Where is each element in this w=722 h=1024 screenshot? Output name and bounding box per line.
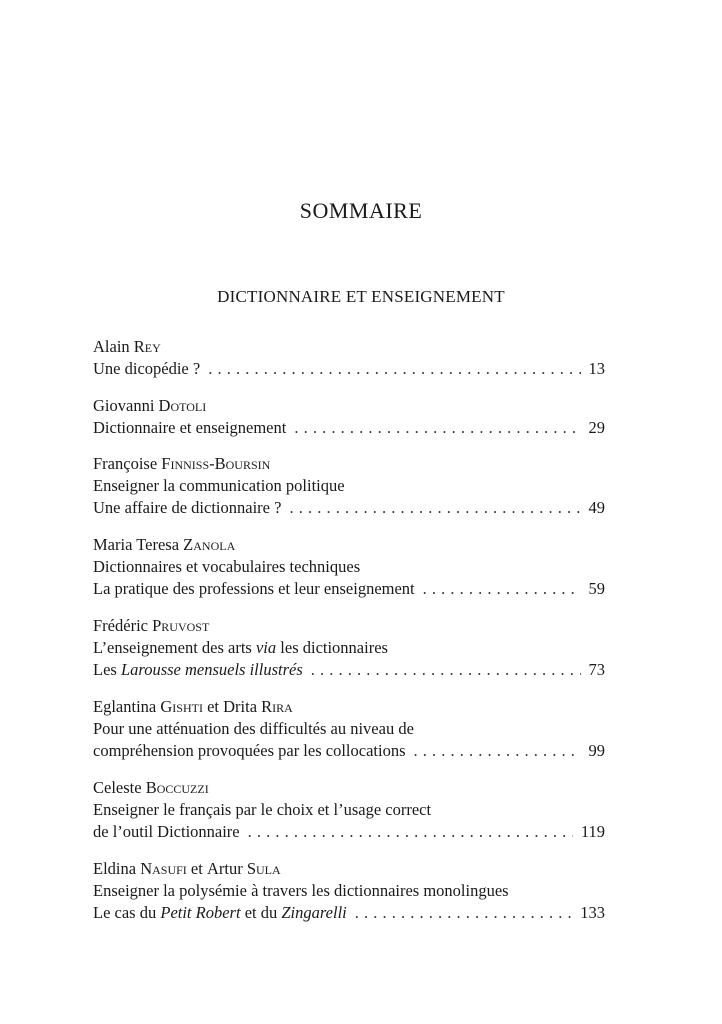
entry-title: Dictionnaire et enseignement: [93, 418, 287, 437]
entry-title: Enseigner la communication politique: [93, 476, 345, 495]
entry-title: Pour une atténuation des difficultés au niveau de: [93, 719, 414, 738]
page-number: 29: [588, 418, 605, 437]
entry-author: Maria Teresa Zanola: [93, 535, 236, 554]
entry-title: Dictionnaires et vocabulaires techniques: [93, 557, 361, 576]
page-title: SOMMAIRE: [299, 198, 423, 223]
leader-dots: [208, 358, 580, 380]
toc-entry: [93, 395, 605, 439]
toc-entry: [93, 858, 605, 924]
entry-subtitle: La pratique des professions et leur enseignement: [93, 579, 415, 598]
entry-author: Alain Rey: [93, 337, 161, 356]
toc-entry: [93, 453, 605, 519]
entry-subtitle: compréhension provoquées par les collocations: [93, 741, 406, 760]
entry-subtitle: Les Larousse mensuels illustrés: [93, 660, 303, 679]
entry-title-line: [93, 475, 605, 497]
page-number: 73: [588, 660, 605, 679]
entry-subtitle: Une affaire de dictionnaire ?: [93, 498, 282, 517]
table-of-contents: [93, 336, 605, 939]
entry-author: Celeste Boccuzzi: [93, 778, 209, 797]
entry-title-line: [93, 556, 605, 578]
entry-title: Une dicopédie ?: [93, 359, 201, 378]
page-number: 13: [588, 359, 605, 378]
entry-author: Frédéric Pruvost: [93, 616, 210, 635]
entry-subtitle-line[interactable]: [93, 740, 605, 762]
page-number: 119: [580, 822, 605, 841]
entry-subtitle-line[interactable]: [93, 578, 605, 600]
toc-entry: [93, 336, 605, 380]
entry-author: Françoise Finniss-Boursin: [93, 454, 271, 473]
entry-title: Enseigner le français par le choix et l’usage correct: [93, 800, 432, 819]
toc-entry: [93, 696, 605, 762]
toc-entry: [93, 534, 605, 600]
page-number: 59: [588, 579, 605, 598]
entry-subtitle-line[interactable]: [93, 821, 605, 843]
page-number: 99: [588, 741, 605, 760]
entry-title-line: [93, 799, 605, 821]
entry-subtitle-line[interactable]: [93, 659, 605, 681]
entry-subtitle: Le cas du Petit Robert et du Zingarelli: [93, 903, 347, 922]
toc-entry: [93, 777, 605, 843]
entry-subtitle: de l’outil Dictionnaire: [93, 822, 240, 841]
leader-dots: [311, 659, 581, 681]
entry-subtitle-line[interactable]: [93, 902, 605, 924]
entry-title-line: [93, 880, 605, 902]
entry-title: Enseigner la polysémie à travers les dictionnaires monolingues: [93, 881, 509, 900]
section-title: DICTIONNAIRE ET ENSEIGNEMENT: [217, 287, 505, 306]
page-number: 133: [580, 903, 605, 922]
leader-dots: [289, 497, 580, 519]
entry-author: Eldina Nasufi et Artur Sula: [93, 859, 281, 878]
entry-title-line: [93, 718, 605, 740]
entry-title-line[interactable]: [93, 417, 605, 439]
leader-dots: [248, 821, 573, 843]
page-number: 49: [588, 498, 605, 517]
entry-subtitle-line[interactable]: [93, 497, 605, 519]
entry-author: Eglantina Gishti et Drita Rira: [93, 697, 293, 716]
leader-dots: [423, 578, 581, 600]
entry-title-line: [93, 637, 605, 659]
leader-dots: [414, 740, 581, 762]
leader-dots: [355, 902, 572, 924]
leader-dots: [294, 417, 580, 439]
entry-title: L’enseignement des arts via les dictionnaires: [93, 638, 388, 657]
entry-author: Giovanni Dotoli: [93, 396, 207, 415]
toc-entry: [93, 615, 605, 681]
entry-title-line[interactable]: [93, 358, 605, 380]
